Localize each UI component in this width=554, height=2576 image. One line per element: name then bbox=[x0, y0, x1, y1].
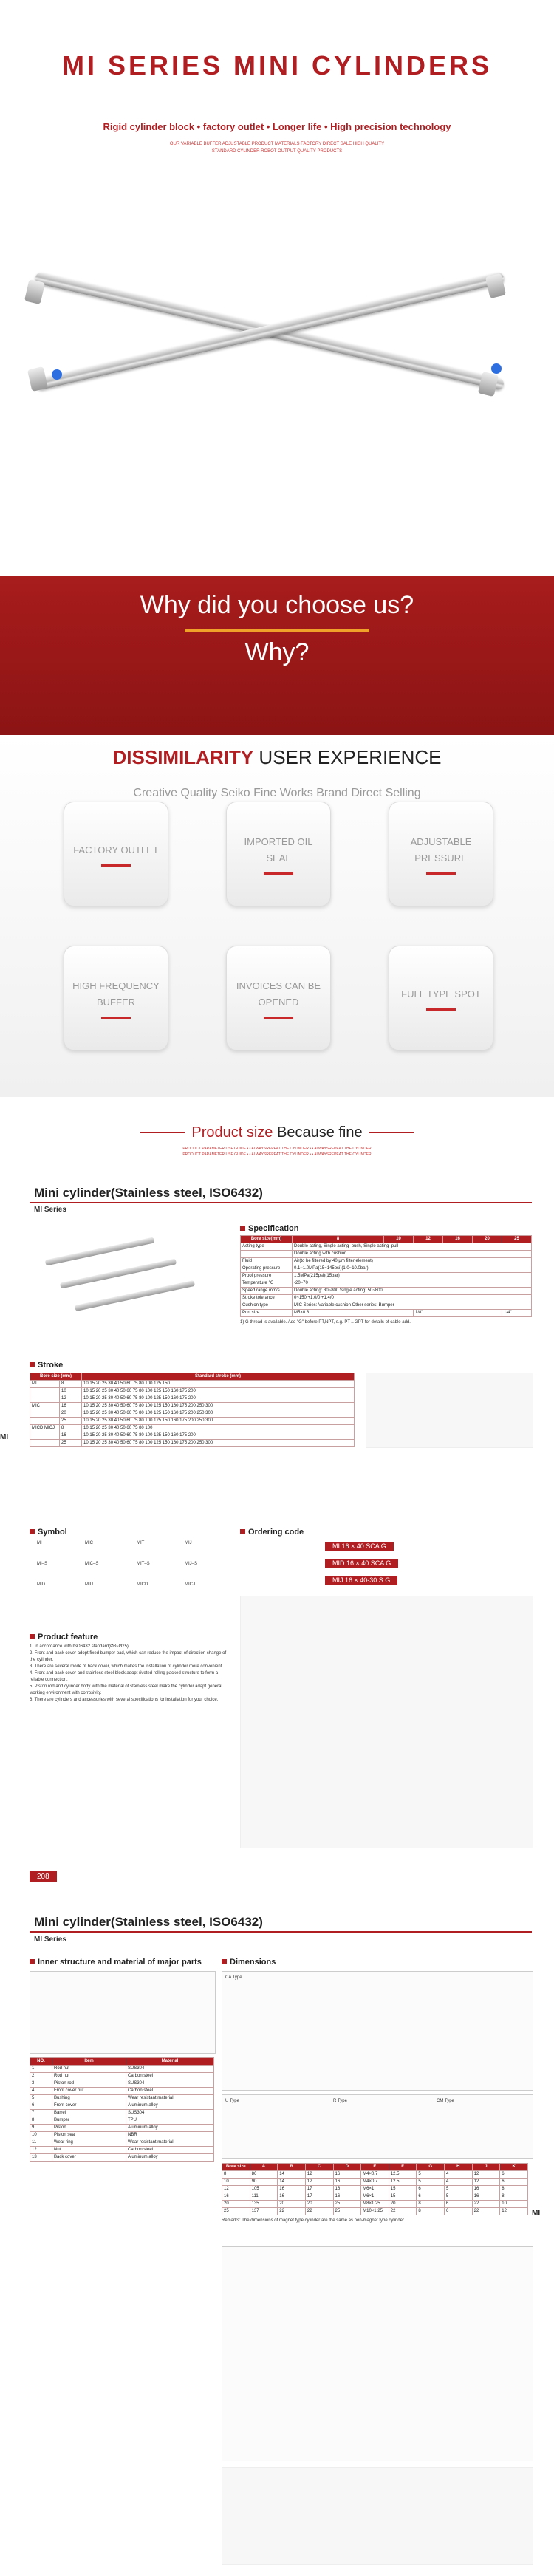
catalog-2-title: Mini cylinder(Stainless steel, ISO6432) bbox=[34, 1915, 263, 1929]
spec-row: Stroke tolerance 0~150 +1.0/0 +1.4/0 bbox=[241, 1295, 532, 1302]
product-size-title: Product size Because fine bbox=[191, 1124, 363, 1141]
dimension-remark: Remarks: The dimensions of magnet type cylinder are the same as non-magnet type cylinder. bbox=[222, 2218, 406, 2223]
part-row: 9 Piston Aluminum alloy bbox=[30, 2125, 214, 2132]
ordering-code-1: MI 16 × 40 SCA G bbox=[325, 1542, 394, 1551]
dimension-row: 10 90 14 12 16 M4×0.7 12.5 5 4 12 6 bbox=[222, 2179, 528, 2186]
dimension-label: CM Type bbox=[437, 2099, 454, 2103]
dissimilarity-subtitle: Creative Quality Seiko Fine Works Brand Direct Selling bbox=[133, 787, 421, 799]
spec-note: 1) G thread is available. Add "G" before PT,NPT, e.g. PT→GPT for details of cable add. bbox=[240, 1320, 411, 1325]
stroke-row: MICD MICJ 8 10 15 20 25 30 40 50 60 75 80 100 bbox=[30, 1425, 355, 1432]
page-number: 208 bbox=[30, 1871, 57, 1882]
part-row: 11 Wear ring Wear resistant material bbox=[30, 2139, 214, 2147]
hero-subtext-2: STANDARD CYLINDER ROBOT OUTPUT QUALITY PRODUCTS bbox=[211, 149, 343, 154]
stroke-row: 12 10 15 20 25 30 40 50 60 75 80 100 125 150 160 175 200 bbox=[30, 1395, 355, 1403]
product-photo bbox=[0, 281, 554, 384]
ordering-code-diagram bbox=[240, 1596, 533, 1848]
stroke-row: 16 10 15 20 25 30 40 50 60 75 80 100 125 150 160 175 200 bbox=[30, 1432, 355, 1440]
why-subtitle: Why? bbox=[244, 638, 310, 666]
hero-tagline: Rigid cylinder block • factory outlet • Longer life • High precision technology bbox=[103, 121, 451, 132]
why-title: Why did you choose us? bbox=[140, 591, 414, 619]
dimension-label: U Type bbox=[225, 2099, 239, 2103]
part-row: 13 Back cover Aluminum alloy bbox=[30, 2154, 214, 2162]
feature-item: 2. Front and back cover adopt fixed bumper pad, which can reduce the impact of direction change of the cylinder. bbox=[30, 1651, 227, 1662]
catalog-2-rule bbox=[30, 1931, 532, 1933]
feature-card-invoices: INVOICES CAN BE OPENED bbox=[226, 946, 331, 1050]
dimension-row: 16 111 16 17 16 M6×1 15 6 5 16 8 bbox=[222, 2193, 528, 2201]
part-row: 10 Piston seal NBR bbox=[30, 2132, 214, 2139]
spec-row: Port size M5×0.8 1/8" 1/4" bbox=[241, 1310, 532, 1317]
specification-heading: Specification bbox=[240, 1224, 298, 1233]
part-row: 4 Front cover nut Carbon steel bbox=[30, 2088, 214, 2095]
spec-row: Speed range mm/s Double acting: 30~800 Single acting: 50~800 bbox=[241, 1288, 532, 1295]
stroke-row: 10 10 15 20 25 30 40 50 60 75 80 100 125 150 160 175 200 bbox=[30, 1388, 355, 1395]
stroke-extra-table bbox=[366, 1373, 533, 1448]
feature-list bbox=[30, 1644, 229, 1704]
symbol-label: MIJ–S bbox=[185, 1562, 198, 1566]
feature-item: 3. There are several mode of back cover, which makes the installation of cylinder more convenient. bbox=[30, 1664, 224, 1669]
spec-row: Temperature ℃ -20~70 bbox=[241, 1280, 532, 1288]
symbol-label: MI–S bbox=[37, 1562, 48, 1566]
product-size-subtext-1: PRODUCT PARAMETER USE GUIDE • • ALWAYSREPEAT THE CYLINDER • • ALWAYSREPEAT THE CYLINDER bbox=[182, 1147, 372, 1151]
symbol-label: MI bbox=[37, 1541, 42, 1545]
symbol-label: MIT bbox=[137, 1541, 145, 1545]
specification-table bbox=[240, 1235, 532, 1326]
hero-subtext-1: OUR VARIABLE BUFFER ADJUSTABLE PRODUCT MATERIALS FACTORY DIRECT SALE HIGH QUALITY bbox=[169, 142, 385, 146]
symbol-label: MIC bbox=[85, 1541, 93, 1545]
part-row: 3 Piston rod SUS304 bbox=[30, 2080, 214, 2088]
catalog-1-series: MI Series bbox=[34, 1206, 66, 1214]
part-row: 2 Rod nut Carbon steel bbox=[30, 2073, 214, 2080]
dimension-drawing-u-r bbox=[222, 2094, 533, 2159]
parts-table: NO. Item Material 1 Rod nut SUS304 2 Rod nut Carbon steel 3 Piston rod SUS304 4 Front cover nut Carbon steel 5 Bushing Wear resistant material 6 Front cover Aluminum alloy 7 Barrel SUS304 8 Bumper TPU 9 Piston Aluminum alloy 10 Piston seal NBR 11 Wear ring Wear resistant material 12 Nut Carbon steel 13 Back cover Aluminum alloy bbox=[30, 2057, 214, 2162]
feature-card-high-frequency-buffer: HIGH FREQUENCY BUFFER bbox=[64, 946, 168, 1050]
inner-structure-drawing bbox=[30, 1971, 216, 2054]
hero-title: MI SERIES MINI CYLINDERS bbox=[61, 50, 493, 81]
part-row: 1 Rod nut SUS304 bbox=[30, 2066, 214, 2073]
dimension-table-large-bore bbox=[222, 2467, 533, 2565]
symbol-label: MIJ bbox=[185, 1541, 192, 1545]
symbol-heading: Symbol bbox=[30, 1528, 67, 1537]
symbol-label: MIC–S bbox=[85, 1562, 99, 1566]
symbol-label: MID bbox=[37, 1582, 45, 1587]
why-divider bbox=[185, 629, 369, 632]
stroke-row: 25 10 15 20 25 30 40 50 60 75 80 100 125 150 160 175 200 250 300 bbox=[30, 1440, 355, 1447]
spec-row: Fluid Air(to be filtered by 40 μm filter element) bbox=[241, 1258, 532, 1265]
symbol-label: MICD bbox=[137, 1582, 148, 1587]
product-feature-heading: Product feature bbox=[30, 1633, 98, 1641]
ordering-code-2: MID 16 × 40 SCA G bbox=[325, 1559, 398, 1568]
dissimilarity-title: DISSIMILARITY USER EXPERIENCE bbox=[112, 746, 442, 768]
dimension-table: Bore size A B C D E F G H J K 8 86 14 12 16 M4×0.7 12.5 5 4 12 6 10 90 14 12 16 M4×0.7 12.5 5 4 12 6 12 105 16 17 16 M6×1 15 6 5 16 8 16 111 16 17 16 M6×1 15 6 5 16 8 20 135 20 20 25 M8×1.25 20 8 6 22 10 25 137 22 22 25 M10×1.25 22 8 6 22 12 Remarks: The dimensions of magnet type cylinder are the same as non-magnet type cylinder. bbox=[222, 2163, 528, 2224]
feature-item: 1. In accordance with ISO6432 standard(Ø8~Ø25). bbox=[30, 1644, 130, 1649]
dimensions-heading: Dimensions bbox=[222, 1958, 276, 1967]
stroke-heading: Stroke bbox=[30, 1361, 63, 1370]
catalog-1-title: Mini cylinder(Stainless steel, ISO6432) bbox=[34, 1186, 263, 1200]
spec-row: Bore size(mm) 8 10 12 16 20 25 bbox=[241, 1236, 532, 1243]
symbol-label: MICJ bbox=[185, 1582, 195, 1587]
part-row: 5 Bushing Wear resistant material bbox=[30, 2095, 214, 2102]
catalog-2-series: MI Series bbox=[34, 1936, 66, 1944]
ordering-code-heading: Ordering code bbox=[240, 1528, 304, 1537]
spec-row: Proof pressure 1.5MPa(215psi)(15bar) bbox=[241, 1273, 532, 1280]
dimension-row: 20 135 20 20 25 M8×1.25 20 8 6 22 10 bbox=[222, 2201, 528, 2208]
part-row: 8 Bumper TPU bbox=[30, 2117, 214, 2125]
dimension-label: CA Type bbox=[225, 1975, 242, 1980]
product-size-subtext-2: PRODUCT PARAMETER USE GUIDE • • ALWAYSREPEAT THE CYLINDER • • ALWAYSREPEAT THE CYLINDER bbox=[182, 1152, 372, 1157]
feature-card-factory-outlet: FACTORY OUTLET bbox=[64, 802, 168, 906]
stroke-row: 20 10 15 20 25 30 40 50 60 75 80 100 125 150 160 175 200 250 300 bbox=[30, 1410, 355, 1418]
dimension-row: 8 86 14 12 16 M4×0.7 12.5 5 4 12 6 bbox=[222, 2171, 528, 2179]
part-row: 12 Nut Carbon steel bbox=[30, 2147, 214, 2154]
feature-card-full-type-spot: FULL TYPE SPOT bbox=[389, 946, 493, 1050]
dimension-drawing-large-bore bbox=[222, 2246, 533, 2461]
spec-row: Cushion type MIC Series: Variable cushion Other series: Bumper bbox=[241, 1302, 532, 1310]
dimension-label: R Type bbox=[333, 2099, 347, 2103]
part-row: 7 Barrel SUS304 bbox=[30, 2110, 214, 2117]
spec-row: Acting type Double acting, Single acting_push, Single acting_pull bbox=[241, 1243, 532, 1251]
catalog-1-rule bbox=[30, 1202, 532, 1203]
dimension-row: 25 137 22 22 25 M10×1.25 22 8 6 22 12 bbox=[222, 2208, 528, 2215]
stroke-row: 25 10 15 20 25 30 40 50 60 75 80 100 125 150 160 175 200 250 300 bbox=[30, 1418, 355, 1425]
symbol-grid bbox=[30, 1540, 229, 1629]
stroke-row: MI 8 10 15 20 25 30 40 50 60 75 80 100 125 150 bbox=[30, 1381, 355, 1388]
dimension-row: 12 105 16 17 16 M6×1 15 6 5 16 8 bbox=[222, 2186, 528, 2193]
stroke-table: Bore size (mm) Standard stroke (mm) MI 8 10 15 20 25 30 40 50 60 75 80 100 125 150 10 10 15 20 25 30 40 50 60 75 80 100 125 150 160 175 200 12 10 15 20 25 30 40 50 60 75 80 100 125 150 160 175 200 MIC 16 10 15 20 25 30 40 50 60 75 80 100 125 150 160 175 200 250 300 20 10 15 20 25 30 40 50 60 75 80 100 125 150 160 175 200 250 300 25 10 15 20 25 30 40 50 60 75 80 100 125 150 160 175 200 250 300 MICD MICJ 8 10 15 20 25 30 40 50 60 75 80 100 16 10 15 20 25 30 40 50 60 75 80 100 125 150 160 175 200 25 10 15 20 25 30 40 50 60 75 80 100 125 150 160 175 200 250 300 bbox=[30, 1373, 355, 1447]
side-tab-mi: MI bbox=[0, 1433, 9, 1441]
feature-card-imported-oil-seal: IMPORTED OIL SEAL bbox=[226, 802, 331, 906]
feature-item: 6. There are cylinders and accessories with several specifications for installation for your choice. bbox=[30, 1698, 219, 1702]
symbol-label: MIT–S bbox=[137, 1562, 150, 1566]
ordering-code-3: MIJ 16 × 40-30 S G bbox=[325, 1576, 397, 1585]
spec-row: Operating pressure 0.1~1.0MPa(15~145psi)(1.0~10.0bar) bbox=[241, 1265, 532, 1273]
cylinder-photo bbox=[37, 1234, 199, 1315]
spec-row: Double acting with cushion bbox=[241, 1251, 532, 1258]
dimension-drawing-ca bbox=[222, 1971, 533, 2091]
inner-structure-heading: Inner structure and material of major parts bbox=[30, 1958, 202, 1967]
symbol-label: MIU bbox=[85, 1582, 93, 1587]
feature-item: 5. Piston rod and cylinder body with the material of stainless steel make the cylinder adapt general working environment with corrosivity. bbox=[30, 1684, 222, 1695]
side-tab-mi-2: MI bbox=[532, 2209, 541, 2217]
stroke-row: MIC 16 10 15 20 25 30 40 50 60 75 80 100 125 150 160 175 200 250 300 bbox=[30, 1403, 355, 1410]
part-row: 6 Front cover Aluminum alloy bbox=[30, 2102, 214, 2110]
feature-card-adjustable-pressure: ADJUSTABLE PRESSURE bbox=[389, 802, 493, 906]
feature-item: 4. Front and back cover and stainless steel block adopt riveted rolling packed structure to form a reliable connection. bbox=[30, 1671, 219, 1682]
